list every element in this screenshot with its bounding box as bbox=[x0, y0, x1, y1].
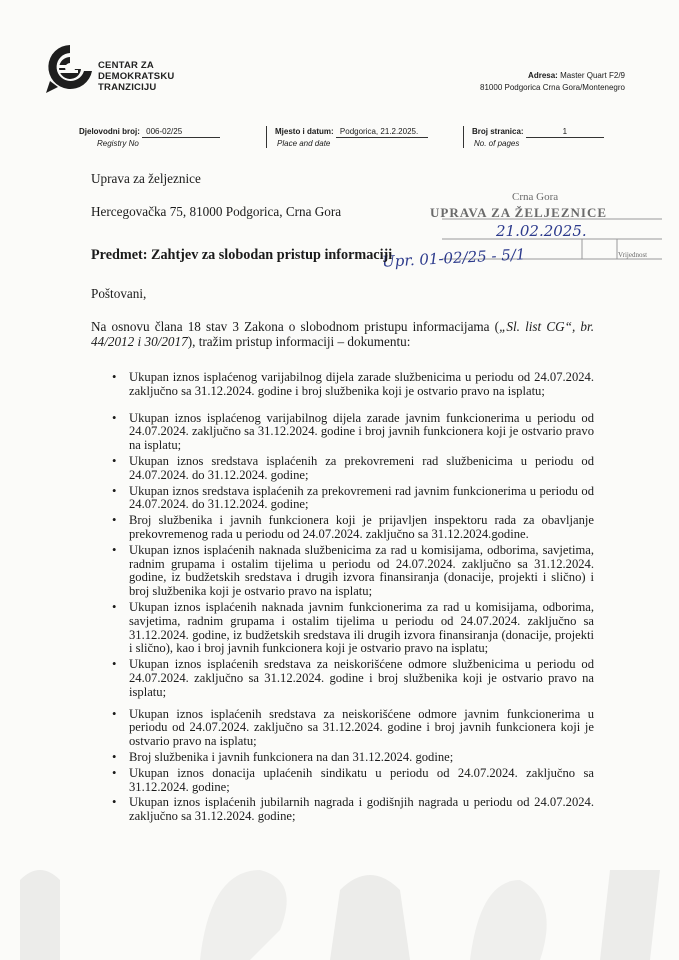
recipient-name: Uprava za željeznice bbox=[91, 171, 201, 186]
pages-value: 1 bbox=[526, 126, 604, 138]
intro-law-reference: „Sl. list CG“, br. 44/2012 i 30/2017 bbox=[91, 319, 594, 349]
registry-number-block bbox=[79, 126, 220, 149]
received-stamp bbox=[381, 189, 662, 273]
list-item-text: Broj službenika i javnih funkcionera na dan 31.12.2024. godine; bbox=[129, 749, 454, 764]
address-label: Adresa: bbox=[528, 71, 558, 80]
bullet-icon: • bbox=[112, 453, 117, 468]
bullet-icon: • bbox=[112, 370, 117, 384]
greeting: Poštovani, bbox=[91, 286, 147, 301]
pages-label: Broj stranica: bbox=[472, 127, 524, 136]
subject-line: Predmet: Zahtjev za slobodan pristup informaciji bbox=[91, 247, 393, 263]
bullet-icon: • bbox=[112, 795, 117, 810]
address-line2: 81000 Podgorica Crna Gora/Montenegro bbox=[480, 83, 625, 92]
list-item-text: Ukupan iznos isplaćenih jubilarnih nagrada i godišnjih nagrada u periodu od 24.07.2024. zaključno sa 31.12.2024. godine; bbox=[129, 795, 594, 824]
stamp-line1: Crna Gora bbox=[512, 191, 559, 203]
list-item bbox=[112, 544, 594, 599]
list-item-text: Ukupan iznos isplaćenih naknada javnim funkcionerima za rad u komisijama, odborima, savjetima, radnim grupama i ostalim tijelima u periodu od 24.07.2024. zaključno sa 31.12.2024. godine, iz budžetskih sredstava ili drugih izvora finansiranja (donacije, projekti i slično), kao i broj javnih funkcionera koji je ostvario pravo na isplatu; bbox=[129, 599, 594, 656]
list-item-text: Ukupan iznos isplaćenog varijabilnog dijela zarade javnim funkcionerima u periodu od 24.07.2024. zaključno sa 31.12.2024. godine i broj javnih funkcionera koji je ostvario pravo na isplatu; bbox=[129, 410, 594, 453]
list-item-text: Ukupan iznos isplaćenog varijabilnog dijela zarade službenicima u periodu od 24.07.2024. zaključno sa 31.12.2024. godine i broj službenika koji je ostvario pravo na isplatu; bbox=[129, 370, 594, 398]
list-item bbox=[112, 412, 594, 453]
pages-block bbox=[472, 126, 604, 149]
list-item-text: Ukupan iznos isplaćenih sredstava za neiskorišćene odmore službenicima u periodu od 24.07.2024. zaključno sa 31.12.2024. godine i broj službenika koji je ostvario pravo na isplatu; bbox=[129, 657, 594, 699]
list-item-text: Ukupan iznos isplaćenih sredstava za neiskorišćene odmore javnim funkcionerima u periodu od 24.07.2024. zaključno sa 31.12.2024. godine i broj javnih funkcionera koji je ostvario pravo na isplatu; bbox=[129, 706, 594, 749]
place-value: Podgorica, 21.2.2025. bbox=[336, 126, 428, 138]
bullet-icon: • bbox=[112, 483, 117, 498]
bullet-icon: • bbox=[112, 657, 117, 672]
cdt-logo-icon bbox=[44, 41, 96, 95]
bullet-icon: • bbox=[112, 599, 117, 614]
meta-divider bbox=[463, 126, 464, 148]
intro-part2: ), tražim pristup informaciji – dokumentu: bbox=[187, 333, 411, 349]
pages-en-label: No. of pages bbox=[474, 139, 520, 148]
list-item bbox=[112, 455, 594, 483]
list-item-text: Broj službenika i javnih funkcionera koji je prijavljen inspektoru rada za obavljanje prekovremenog rada u periodu od 24.07.2024. zaključno sa 31.12.2024.godine. bbox=[129, 513, 594, 541]
stamp-line2: UPRAVA ZA ŽELJEZNICE bbox=[430, 205, 608, 220]
list-item bbox=[112, 371, 594, 399]
list-item bbox=[112, 708, 594, 749]
bullet-icon: • bbox=[112, 513, 117, 528]
list-item bbox=[112, 514, 594, 542]
address-line1: Master Quart F2/9 bbox=[560, 71, 625, 80]
list-item bbox=[112, 658, 594, 699]
list-item bbox=[112, 751, 594, 765]
bullet-icon: • bbox=[112, 765, 117, 780]
list-item-text: Ukupan iznos isplaćenih naknada službenicima za rad u komisijama, odborima, savjetima, radnim grupama i ostalim tijelima u periodu od 24.07.2024. zaključno sa 31.12.2024. godine, iz budžetskih sredstava i drugih izvora finansiranja (donacije, projekti i slično) i broj službenika koji je ostvario pravo na isplatu; bbox=[129, 542, 594, 599]
org-address bbox=[480, 70, 625, 94]
list-item-text: Ukupan iznos donacija uplaćenih sindikatu u periodu od 24.07.2024. zaključno sa 31.12.2024. godine; bbox=[129, 765, 594, 794]
meta-divider bbox=[266, 126, 267, 148]
list-item bbox=[112, 767, 594, 795]
watermark-graphic-icon bbox=[0, 840, 679, 960]
list-item-text: Ukupan iznos sredstava isplaćenih za prekovremeni rad službenicima u periodu od 24.07.2024. do 31.12.2024. godine; bbox=[129, 453, 594, 482]
bullet-icon: • bbox=[112, 410, 117, 425]
place-en-label: Place and date bbox=[277, 139, 331, 148]
bullet-icon: • bbox=[112, 706, 117, 721]
list-item-text: Ukupan iznos sredstava isplaćenih za prekovremeni rad javnim funkcionerima u periodu od 24.07.2024. do 31.12.2024. godine; bbox=[129, 483, 594, 512]
org-name bbox=[98, 60, 174, 93]
bullet-icon: • bbox=[112, 749, 117, 764]
intro-part1: Na osnovu člana 18 stav 3 Zakona o slobodnom pristupu informacijama ( bbox=[91, 319, 500, 334]
place-label: Mjesto i datum: bbox=[275, 127, 334, 136]
recipient-address: Hercegovačka 75, 81000 Podgorica, Crna Gora bbox=[91, 204, 342, 219]
org-name-line: TRANZICIJU bbox=[98, 82, 157, 93]
intro-paragraph bbox=[91, 320, 594, 349]
bullet-icon: • bbox=[112, 542, 117, 557]
list-item bbox=[112, 796, 594, 824]
org-name-line: DEMOKRATSKU bbox=[98, 71, 175, 82]
stamp-footer: Vrijednost bbox=[618, 251, 648, 259]
registry-en-label: Registry No bbox=[97, 139, 139, 148]
registry-label: Djelovodni broj: bbox=[79, 127, 140, 136]
place-date-block bbox=[275, 126, 428, 149]
list-item bbox=[112, 601, 594, 656]
registry-value: 006-02/25 bbox=[142, 126, 220, 138]
stamp-date-handwritten: 21.02.2025. bbox=[496, 222, 587, 240]
org-name-line: CENTAR ZA bbox=[98, 60, 154, 71]
list-item bbox=[112, 485, 594, 513]
stamp-number-handwritten: Upr. 01-02/25 - 5/1 bbox=[381, 245, 526, 271]
requested-items-list bbox=[112, 371, 594, 824]
